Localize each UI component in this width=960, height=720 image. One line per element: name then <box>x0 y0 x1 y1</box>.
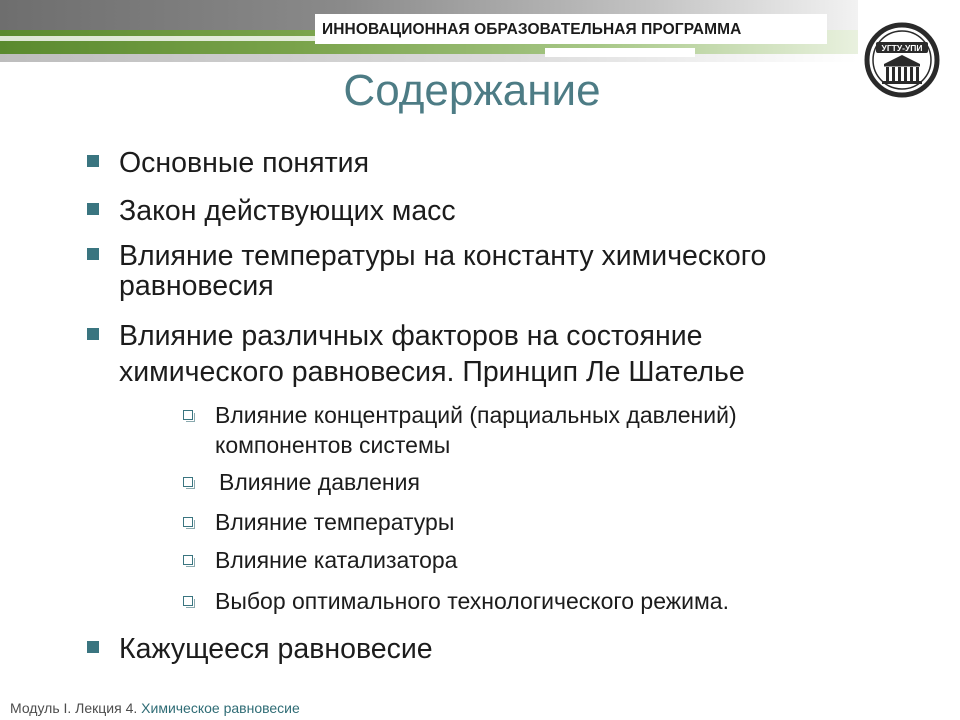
sub-item-text: Влияние температуры <box>215 509 455 535</box>
outline-item-text: Влияние температуры на константу химического равновесия <box>119 240 767 302</box>
hollow-square-bullet-icon <box>183 596 193 606</box>
outline-item-text: Влияние различных факторов на состояние химического равновесия. Принцип Ле Шателье <box>119 320 745 388</box>
square-bullet-icon <box>87 155 99 167</box>
hollow-square-bullet-icon <box>183 410 193 420</box>
logo-text: УГТУ-УПИ <box>881 43 923 53</box>
outline-item-text: Кажущееся равновесие <box>119 633 433 665</box>
square-bullet-icon <box>87 203 99 215</box>
sub-item-text: Влияние катализатора <box>215 547 458 573</box>
hollow-square-bullet-icon <box>183 477 193 487</box>
sub-item-text: Выбор оптимального технологического режима. <box>215 588 729 614</box>
hollow-square-bullet-icon <box>183 517 193 527</box>
program-name: ИННОВАЦИОННАЯ ОБРАЗОВАТЕЛЬНАЯ ПРОГРАММА <box>322 21 742 38</box>
outline-item-text: Основные понятия <box>119 147 370 179</box>
hollow-square-bullet-icon <box>183 555 193 565</box>
outline-item-text: Закон действующих масс <box>119 195 456 227</box>
slide-title: Содержание <box>343 66 601 115</box>
outline-item <box>119 318 859 390</box>
sub-item <box>219 467 859 497</box>
square-bullet-icon <box>87 248 99 260</box>
header-light-bar <box>0 54 858 62</box>
sub-item <box>215 507 855 537</box>
outline-item <box>119 241 879 301</box>
outline-item <box>119 146 879 180</box>
square-bullet-icon <box>87 328 99 340</box>
square-bullet-icon <box>87 641 99 653</box>
footer-topic: Химическое равновесие <box>141 700 300 716</box>
footer <box>10 700 300 716</box>
sub-item <box>215 586 855 616</box>
header-white-tab <box>545 48 695 57</box>
sub-item-text: Влияние концентраций (парциальных давлений) компонентов системы <box>215 402 737 458</box>
sub-item-text: Влияние давления <box>219 469 420 495</box>
outline-item <box>119 194 879 228</box>
sub-item <box>215 400 855 460</box>
footer-module: Модуль I. Лекция 4. <box>10 700 138 716</box>
outline-item <box>119 632 879 666</box>
sub-item <box>215 545 855 575</box>
